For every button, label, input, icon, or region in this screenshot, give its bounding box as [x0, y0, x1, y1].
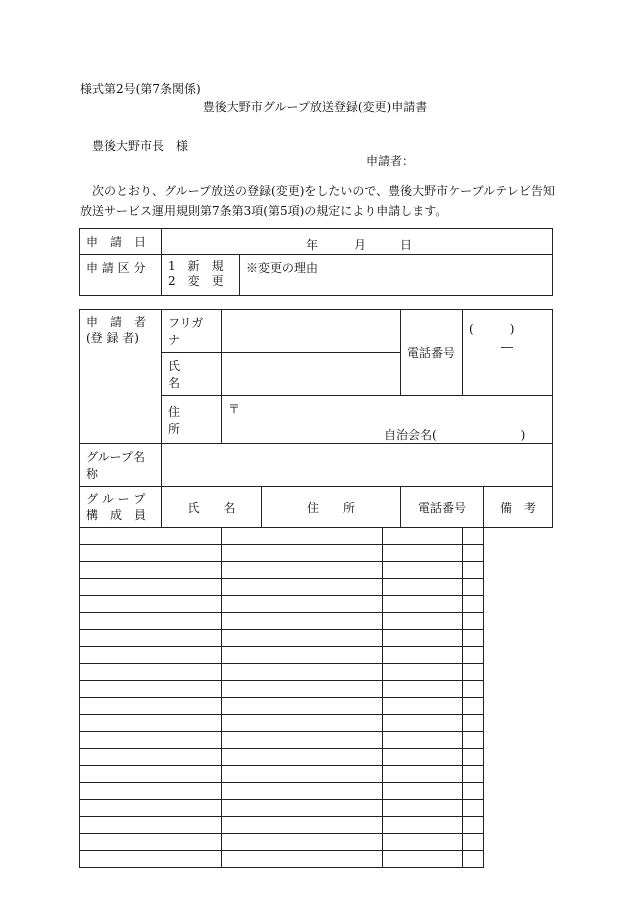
member-phone-cell[interactable] [383, 613, 463, 630]
member-name-cell[interactable] [80, 681, 222, 698]
member-notes-cell[interactable] [463, 528, 484, 545]
date-label-cell [80, 229, 162, 255]
member-row [80, 800, 553, 817]
furigana-label-cell [162, 310, 222, 353]
member-phone-cell[interactable] [383, 783, 463, 800]
member-phone-cell[interactable] [383, 851, 463, 868]
member-name-cell[interactable] [80, 834, 222, 851]
column-header-address-text: 住 所 [307, 500, 356, 515]
statement-line-1: 次のとおり、グループ放送の登録(変更)をしたいので、豊後大野市ケーブルテレビ告知 [92, 184, 555, 198]
member-address-cell[interactable] [222, 732, 383, 749]
member-phone-cell[interactable] [383, 562, 463, 579]
phone-label: 電話番号 [407, 346, 456, 360]
member-name-cell[interactable] [80, 766, 222, 783]
member-name-cell[interactable] [80, 528, 222, 545]
member-address-cell[interactable] [222, 613, 383, 630]
member-address-cell[interactable] [222, 664, 383, 681]
member-row [80, 783, 553, 800]
date-label: 申 請 日 [86, 235, 147, 249]
member-address-cell[interactable] [222, 851, 383, 868]
member-row [80, 681, 553, 698]
member-row [80, 664, 553, 681]
member-name-cell[interactable] [80, 596, 222, 613]
member-address-cell[interactable] [222, 749, 383, 766]
member-notes-cell[interactable] [463, 630, 484, 647]
member-row [80, 817, 553, 834]
name-field[interactable] [222, 353, 401, 396]
member-name-cell[interactable] [80, 715, 222, 732]
member-phone-cell[interactable] [383, 800, 463, 817]
applicant-label: 申 請 者 [86, 315, 147, 329]
member-phone-cell[interactable] [383, 528, 463, 545]
column-header-name-text: 氏 名 [187, 500, 236, 515]
member-phone-cell[interactable] [383, 630, 463, 647]
member-address-cell[interactable] [222, 562, 383, 579]
member-address-cell[interactable] [222, 783, 383, 800]
member-phone-cell[interactable] [383, 698, 463, 715]
members-label-cell [80, 487, 162, 528]
category-label-cell [80, 255, 162, 296]
member-row [80, 596, 553, 613]
member-notes-cell[interactable] [463, 613, 484, 630]
option-new[interactable]: 1 新 規 [168, 259, 224, 273]
member-phone-cell[interactable] [383, 579, 463, 596]
column-header-phone-text: 電話番号 [418, 500, 467, 515]
member-row [80, 613, 553, 630]
member-notes-cell[interactable] [463, 834, 484, 851]
group-name-field[interactable] [162, 444, 553, 487]
phone-field[interactable] [463, 310, 553, 396]
member-phone-cell[interactable] [383, 545, 463, 562]
member-address-cell[interactable] [222, 766, 383, 783]
member-address-cell[interactable] [222, 698, 383, 715]
member-notes-cell[interactable] [463, 596, 484, 613]
member-phone-cell[interactable] [383, 664, 463, 681]
member-name-cell[interactable] [80, 817, 222, 834]
member-notes-cell[interactable] [463, 800, 484, 817]
member-address-cell[interactable] [222, 800, 383, 817]
member-notes-cell[interactable] [463, 766, 484, 783]
member-name-cell[interactable] [80, 698, 222, 715]
member-name-cell[interactable] [80, 562, 222, 579]
member-row [80, 749, 553, 766]
member-phone-cell[interactable] [383, 596, 463, 613]
member-row [80, 698, 553, 715]
member-address-cell[interactable] [222, 596, 383, 613]
column-header-phone [401, 487, 484, 528]
address-label: 住 所 [168, 404, 205, 436]
applicant-label-cell [80, 310, 162, 444]
member-address-cell[interactable] [222, 681, 383, 698]
member-notes-cell[interactable] [463, 681, 484, 698]
member-name-cell[interactable] [80, 851, 222, 868]
member-notes-cell[interactable] [463, 732, 484, 749]
member-name-cell[interactable] [80, 613, 222, 630]
member-notes-cell[interactable] [463, 851, 484, 868]
member-name-cell[interactable] [80, 647, 222, 664]
column-header-name [162, 487, 262, 528]
applicant-signature-label: 申請者： [366, 154, 415, 168]
member-notes-cell[interactable] [463, 817, 484, 834]
member-phone-cell[interactable] [383, 766, 463, 783]
applicant-members-table [79, 309, 553, 868]
change-reason-label: ※変更の理由 [246, 261, 319, 275]
member-notes-cell[interactable] [463, 749, 484, 766]
member-row [80, 834, 553, 851]
address-field[interactable] [222, 396, 553, 444]
category-options[interactable] [162, 255, 240, 296]
group-name-label-cell [80, 444, 162, 487]
year-label: 年 [306, 237, 319, 252]
day-label: 日 [400, 237, 413, 252]
category-label: 申 請 区 分 [86, 261, 146, 275]
member-name-cell[interactable] [80, 630, 222, 647]
member-name-cell[interactable] [80, 579, 222, 596]
member-notes-cell[interactable] [463, 562, 484, 579]
member-name-cell[interactable] [80, 800, 222, 817]
member-name-cell[interactable] [80, 732, 222, 749]
group-name-label: グループ名称 [86, 450, 146, 481]
request-statement [80, 181, 555, 221]
member-phone-cell[interactable] [383, 749, 463, 766]
member-row [80, 562, 553, 579]
member-address-cell[interactable] [222, 545, 383, 562]
phone-label-cell [401, 310, 463, 396]
change-reason-field[interactable] [240, 255, 553, 296]
member-row [80, 715, 553, 732]
postal-mark: 〒 [228, 402, 241, 416]
member-name-cell[interactable] [80, 664, 222, 681]
column-header-notes [484, 487, 553, 528]
member-notes-cell[interactable] [463, 783, 484, 800]
member-address-cell[interactable] [222, 630, 383, 647]
phone-area-code: ( ) [469, 322, 515, 336]
form-number: 様式第2号(第7条関係) [80, 82, 201, 96]
member-phone-cell[interactable] [383, 681, 463, 698]
member-notes-cell[interactable] [463, 698, 484, 715]
member-name-cell[interactable] [80, 783, 222, 800]
member-address-cell[interactable] [222, 834, 383, 851]
member-address-cell[interactable] [222, 647, 383, 664]
member-address-cell[interactable] [222, 817, 383, 834]
date-field[interactable] [162, 229, 553, 255]
member-phone-cell[interactable] [383, 834, 463, 851]
member-row [80, 579, 553, 596]
member-phone-cell[interactable] [383, 647, 463, 664]
member-row [80, 545, 553, 562]
member-address-cell[interactable] [222, 715, 383, 732]
members-label-line-2: 構 成 員 [86, 508, 147, 522]
member-row [80, 630, 553, 647]
application-info-table [79, 228, 553, 296]
address-label-cell [162, 396, 222, 444]
member-notes-cell[interactable] [463, 664, 484, 681]
member-notes-cell[interactable] [463, 545, 484, 562]
form-title: 豊後大野市グループ放送登録(変更)申請書 [202, 100, 428, 114]
registrant-label: (登 録 者) [86, 331, 139, 345]
member-row [80, 851, 553, 868]
member-name-cell[interactable] [80, 545, 222, 562]
member-address-cell[interactable] [222, 579, 383, 596]
member-notes-cell[interactable] [463, 647, 484, 664]
member-phone-cell[interactable] [383, 732, 463, 749]
name-label: 氏 名 [168, 359, 205, 390]
month-label: 月 [354, 237, 367, 252]
phone-dash: ― [501, 340, 514, 354]
member-phone-cell[interactable] [383, 817, 463, 834]
member-notes-cell[interactable] [463, 715, 484, 732]
member-row [80, 528, 553, 545]
member-name-cell[interactable] [80, 749, 222, 766]
members-label-line-1: グ ル ー プ [86, 492, 146, 506]
column-header-notes-text: 備 考 [500, 500, 537, 515]
member-phone-cell[interactable] [383, 715, 463, 732]
option-change[interactable]: 2 変 更 [168, 274, 224, 288]
neighborhood-association-label: 自治会名( ) [384, 428, 526, 442]
column-header-address [262, 487, 401, 528]
member-row [80, 647, 553, 664]
member-address-cell[interactable] [222, 528, 383, 545]
furigana-label: フリガナ [168, 316, 204, 347]
member-row [80, 732, 553, 749]
addressee: 豊後大野市長 様 [92, 139, 189, 153]
member-notes-cell[interactable] [463, 579, 484, 596]
member-row [80, 766, 553, 783]
name-label-cell [162, 353, 222, 396]
statement-line-2: 放送サービス運用規則第7条第3項(第5項)の規定により申請します。 [80, 204, 448, 218]
furigana-field[interactable] [222, 310, 401, 353]
